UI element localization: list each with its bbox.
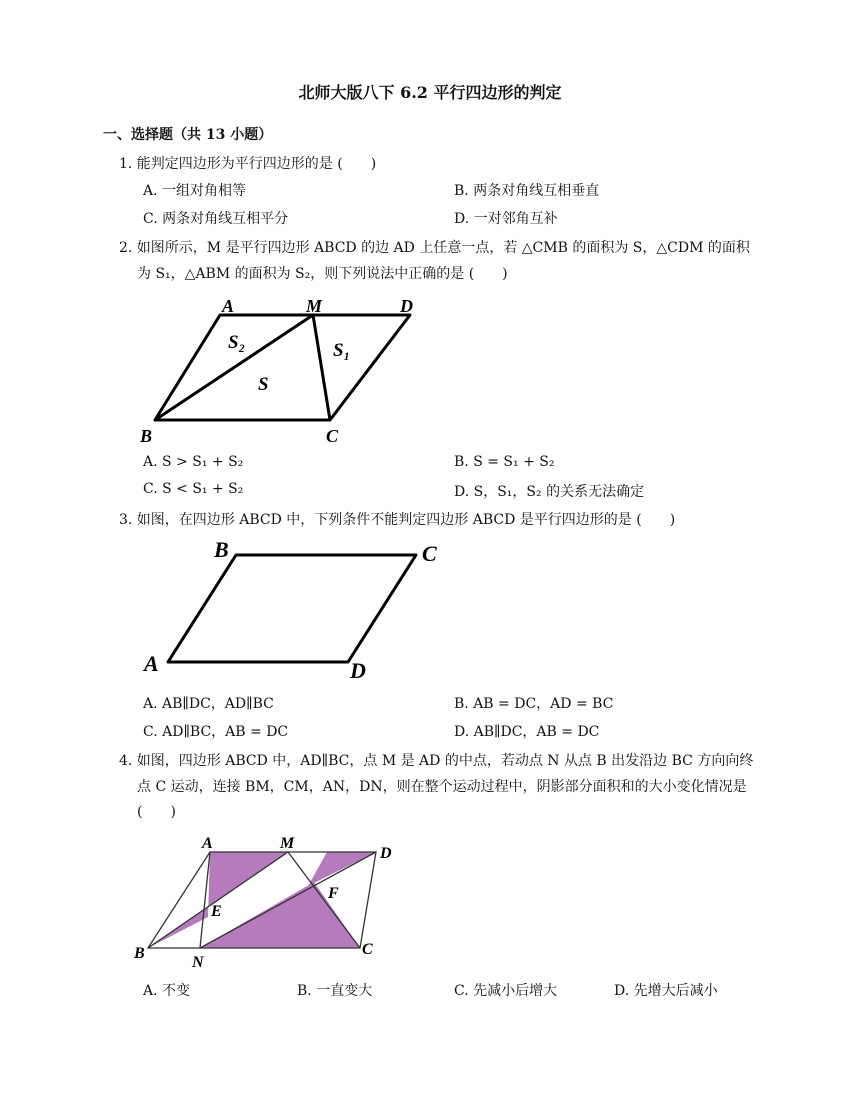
q2-stem-line2: 为 S₁，△ABM 的面积为 S₂，则下列说法中正确的是 ( ) <box>137 266 508 282</box>
q3-figure <box>138 535 448 685</box>
q3-label-c: C <box>422 541 437 566</box>
q4-label-c: C <box>362 941 373 958</box>
q4-stem-line2: 点 C 运动，连接 BM，CM，AN，DN，则在整个运动过程中，阴影部分面积和的大小变化情况是 <box>137 779 747 795</box>
q4-figure <box>128 830 408 970</box>
q3-label-b: B <box>214 537 229 562</box>
q2-option-c: C. S < S₁ + S₂ <box>143 481 244 497</box>
q2-label-b: B <box>140 426 153 446</box>
q2-label-s2: S₂ <box>228 332 246 353</box>
q3-label-a: A <box>144 651 159 676</box>
q4-label-e: E <box>211 903 222 920</box>
section-heading: 一、选择题（共 13 小题） <box>103 127 273 143</box>
q4-option-d: D. 先增大后减小 <box>614 983 718 999</box>
q3-quadrilateral <box>168 555 416 662</box>
q4-label-f: F <box>328 885 339 902</box>
q2-label-d: D <box>400 296 413 316</box>
q1-option-d: D. 一对邻角互补 <box>454 211 558 227</box>
q4-label-m: M <box>280 835 295 852</box>
q4-label-d: D <box>380 845 392 862</box>
q4-label-b: B <box>134 945 145 962</box>
q4-label-n: N <box>192 954 204 970</box>
q2-label-m: M <box>306 296 323 316</box>
q4-option-b: B. 一直变大 <box>297 983 373 999</box>
q2-figure <box>130 290 430 450</box>
q4-stem-line3: ( ) <box>137 804 176 820</box>
q4-segment-an <box>200 852 210 948</box>
q3-option-a: A. AB∥DC，AD∥BC <box>143 696 274 712</box>
q3-option-c: C. AD∥BC，AB = DC <box>143 724 289 740</box>
q1-stem: 1. 能判定四边形为平行四边形的是 ( ) <box>119 156 377 172</box>
q2-label-s: S <box>258 374 269 395</box>
q1-option-c: C. 两条对角线互相平分 <box>143 211 289 227</box>
q1-option-a: A. 一组对角相等 <box>143 183 247 199</box>
q2-label-s1: S₁ <box>333 340 351 361</box>
q3-option-b: B. AB = DC，AD = BC <box>454 696 614 712</box>
q4-shaded-regions <box>148 852 376 948</box>
q3-option-d: D. AB∥DC，AB = DC <box>454 724 600 740</box>
q2-stem-line1: 2. 如图所示，M 是平行四边形 ABCD 的边 AD 上任意一点，若 △CMB 的面积为 S，△CDM 的面积 <box>119 240 750 256</box>
q2-option-a: A. S > S₁ + S₂ <box>143 454 244 470</box>
q2-option-b: B. S = S₁ + S₂ <box>454 454 555 470</box>
q1-option-b: B. 两条对角线互相垂直 <box>454 183 600 199</box>
q4-option-a: A. 不变 <box>143 983 191 999</box>
q3-label-d: D <box>350 658 366 683</box>
q4-label-a: A <box>202 835 213 852</box>
q2-label-a: A <box>222 296 235 316</box>
q4-option-c: C. 先减小后增大 <box>454 983 558 999</box>
q2-segment-mc <box>313 315 330 420</box>
q2-label-c: C <box>326 426 339 446</box>
page-title: 北师大版八下 6.2 平行四边形的判定 <box>298 83 562 102</box>
q2-option-d: D. S，S₁，S₂ 的关系无法确定 <box>454 484 645 500</box>
q4-stem-line1: 4. 如图，四边形 ABCD 中，AD∥BC，点 M 是 AD 的中点，若动点 N 从点 B 出发沿边 BC 方向向终 <box>119 753 754 769</box>
q2-segment-mb <box>155 315 313 420</box>
q2-parallelogram <box>155 315 410 420</box>
q3-stem: 3. 如图，在四边形 ABCD 中，下列条件不能判定四边形 ABCD 是平行四边形的是 ( ) <box>119 512 676 528</box>
